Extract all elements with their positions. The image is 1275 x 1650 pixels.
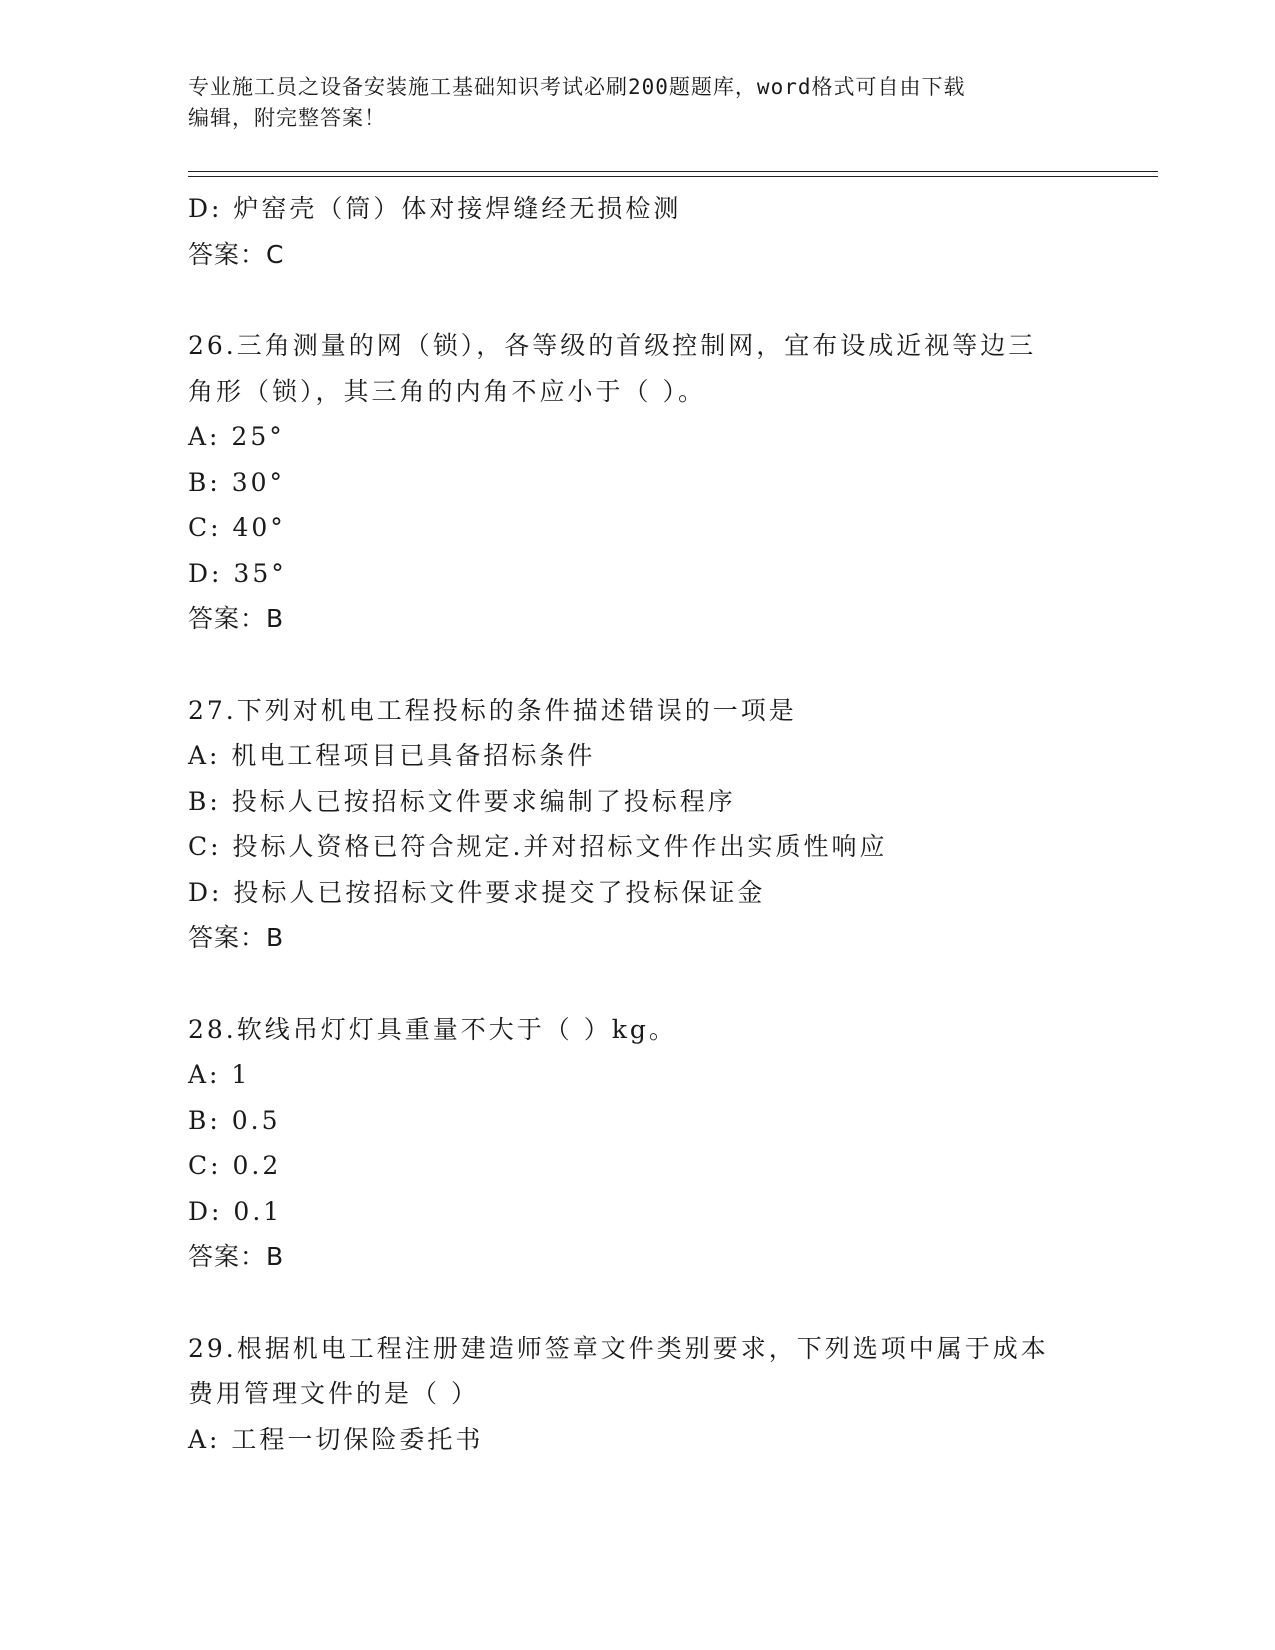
question-28 bbox=[188, 1007, 1088, 1280]
answer: 答案：B bbox=[188, 923, 285, 952]
document-header bbox=[188, 72, 1088, 134]
header-title-line-1: 专业施工员之设备安装施工基础知识考试必刷200题题库，word格式可自由下载 bbox=[188, 75, 966, 99]
question-stem-continued: 费用管理文件的是（ ） bbox=[188, 1379, 479, 1408]
answer: 答案：B bbox=[188, 604, 285, 633]
question-stem: 27.下列对机电工程投标的条件描述错误的一项是 bbox=[188, 695, 797, 725]
question-27 bbox=[188, 688, 1088, 961]
spacer bbox=[188, 277, 1088, 323]
option-d: D: 35° bbox=[188, 558, 287, 588]
option-a: A: 1 bbox=[188, 1060, 251, 1089]
question-26 bbox=[188, 323, 1088, 642]
option-c: C: 40° bbox=[188, 513, 286, 542]
question-stem: 28.软线吊灯灯具重量不大于（ ）kg。 bbox=[188, 1014, 677, 1044]
option-c: C: 投标人资格已符合规定.并对招标文件作出实质性响应 bbox=[188, 832, 888, 861]
header-title-line-2: 编辑，附完整答案！ bbox=[188, 106, 386, 130]
spacer bbox=[188, 1280, 1088, 1326]
option-d: D: 0.1 bbox=[188, 1196, 283, 1226]
option-d: D: 炉窑壳（筒）体对接焊缝经无损检测 bbox=[188, 194, 682, 223]
option-a: A: 工程一切保险委托书 bbox=[188, 1424, 484, 1454]
option-b: B: 30° bbox=[188, 467, 286, 497]
question-stem: 26.三角测量的网（锁），各等级的首级控制网，宜布设成近视等边三 bbox=[188, 331, 1037, 360]
option-b: B: 投标人已按招标文件要求编制了投标程序 bbox=[188, 786, 736, 816]
previous-question-tail bbox=[188, 186, 1088, 277]
option-b: B: 0.5 bbox=[188, 1105, 281, 1135]
option-a: A: 25° bbox=[188, 422, 285, 451]
option-a: A: 机电工程项目已具备招标条件 bbox=[188, 741, 596, 770]
answer: 答案：B bbox=[188, 1242, 285, 1271]
header-divider-top bbox=[188, 171, 1158, 172]
header-divider-bottom bbox=[188, 176, 1158, 177]
option-d: D: 投标人已按招标文件要求提交了投标保证金 bbox=[188, 877, 766, 907]
option-c: C: 0.2 bbox=[188, 1151, 282, 1180]
spacer bbox=[188, 961, 1088, 1007]
question-29 bbox=[188, 1326, 1088, 1463]
answer: 答案：C bbox=[188, 239, 285, 269]
question-list bbox=[188, 186, 1088, 1462]
question-stem-continued: 角形（锁），其三角的内角不应小于（ ）。 bbox=[188, 376, 706, 406]
question-stem: 29.根据机电工程注册建造师签章文件类别要求，下列选项中属于成本 bbox=[188, 1333, 1049, 1363]
spacer bbox=[188, 642, 1088, 688]
